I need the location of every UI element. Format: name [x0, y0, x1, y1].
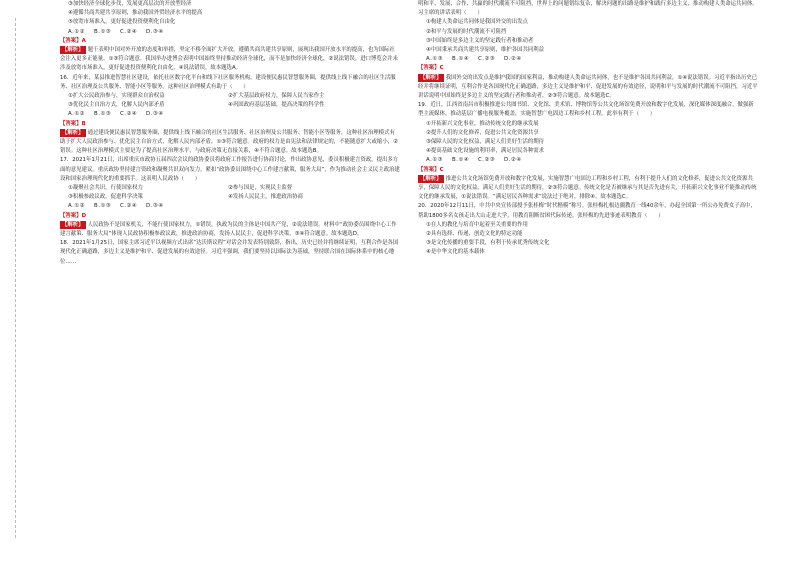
choice-option: C.②④	[120, 203, 138, 210]
question-stem: 明和平、发展、合作、共赢的时代潮流不可阻挡，世界上的问题错综复杂，解决问题的出路是维护和践行多边主义，推动构建人类命运共同体。习主席的讲话表明（ ）	[418, 1, 758, 17]
option-line: ②和平与发展的时代潮流不可阻挡	[426, 28, 507, 35]
option-line: ②具有选择、传递、创造文化的特定功能	[426, 231, 523, 238]
choice-row	[418, 55, 758, 64]
analysis-label: 【解析】	[420, 74, 442, 81]
option-line: ①开拓新兴文化事业，推动传统文化的继承发展	[426, 120, 539, 127]
option-line: ③保障人民的文化权益，满足人们美好生活的期待	[426, 139, 545, 146]
option-line: ③是文化传播的重要手段，有利于传承优秀传统文化	[426, 240, 550, 247]
analysis-label: 【解析】	[420, 175, 442, 182]
analysis-paragraph	[418, 74, 758, 102]
choice-option: A.①②	[68, 111, 85, 118]
choice-option: C.②④	[120, 111, 138, 118]
answer-label: 【答案】	[60, 120, 82, 127]
analysis-text: 通过建设便民惠民智慧服务圈，提供线上线下融合的社区生活服务、社区治理及公共服务、智能小区等服务，这种社区治理模式有助于扩大人民政治参与、优化民主自治方式，化解人民内部矛盾，①③符合题意。政府的权力是由宪法和法律规定的，不能随意扩大或缩小，②错误。这种社区治理模式主要是为了提高社区治理水平，与政府决策无直接关系，④不符合题意。故本题选B。	[60, 129, 398, 155]
analysis-text: 我国外交的出发点是维护我国的国家利益，推动构建人类命运共同体，也不是维护各国共同利益，①④说法错误。习近平指出历史已经并将继续证明，互利合作是各国现代化正确道路，多边主义是维护和平、促进发展的有效途径，说明和平与发展的时代潮流不可阻挡，习近平讲话说明中国始终是多边主义的坚定践行者和推动者，②③符合题意。故本题选C。	[418, 74, 758, 100]
choice-option: D.②④	[504, 56, 522, 63]
analysis-label: 【解析】	[62, 129, 84, 136]
answer-value: B	[81, 120, 86, 127]
question-stem: 20．2020年12月11日，中共中央宣传部授予张桂梅“时代楷模”称号。张桂梅扎根边疆教育一线40余年，办起全国第一所公办免费女子高中，帮助1800多名女孩走出大山走进大学，用教育阻断贫困代际传递。张桂梅的先进事迹表明教育（ ）	[418, 203, 756, 219]
option-line: ②参与国是，实现民主监督	[228, 185, 293, 192]
question-stem: 18．2021年1月25日，国家主席习近平以视频方式出席“达沃斯议程”对话会并发表特别致辞，指出，历史已经并将继续证明，互利合作是各国现代化正确道路，多边主义是维护和平、促进发展的有效途径。习近平强调，我们要坚持以国际法为基础，坚持联合国在国际体系中的核心地位……	[60, 240, 399, 265]
analysis-text: 推进公共文化场馆免费开放和数字化发展，实施智慧广电固边工程和乡村工程，有利于提升人们的文化修养，促进公共文化资源共享，保障人民的文化权益，满足人们美好生活的期待，②③符合题意。传统文化是否被继承与其是否先进有关，开拓新兴文化事业不能推动传统文化的继承发展，①说法错误。“满足居民各种需求”说法过于绝对，排除④。故本题选C。	[418, 175, 757, 201]
option-line: ①在人的教化与培育中起着至关重要的作用	[426, 221, 528, 228]
choice-option: A.①③	[426, 56, 443, 63]
choice-option: D.②④	[504, 157, 522, 164]
option-line: ①构建人类命运共同体是我国外交的出发点	[426, 19, 528, 26]
option-line: ①扩大公民政治参与，实现群众自治权益	[68, 93, 165, 100]
choice-option: B.①③	[94, 28, 112, 35]
option-line: ②扩大基层政府权力，保障人民当家作主	[228, 93, 325, 100]
choice-option: B.①④	[452, 157, 470, 164]
option-pair	[60, 184, 400, 193]
choice-row	[60, 110, 400, 119]
option-pair	[60, 101, 400, 110]
answer-line	[418, 166, 758, 175]
answer-label: 【答案】	[418, 65, 440, 72]
choice-row	[418, 156, 758, 165]
choice-option: D.③④	[146, 203, 164, 210]
answer-value: D	[81, 212, 87, 219]
choice-option: B.①③	[94, 203, 112, 210]
option-line: ④中国秉承共商共建共享原则，维护各国共同利益	[426, 47, 545, 54]
right-column	[418, 0, 758, 258]
analysis-paragraph	[60, 221, 400, 239]
option-line: ④提高基础文化设施的利用率，满足居民各种需求	[426, 148, 545, 155]
analysis-label: 【解析】	[62, 221, 84, 228]
answer-label: 【答案】	[60, 212, 82, 219]
choice-option: B.①③	[94, 111, 112, 118]
option-line: ③加快经济全球化步伐，发展更高层次的开放型经济	[68, 1, 192, 7]
choice-row	[60, 202, 400, 211]
option-line: ④遵循共商共建共享原则，推动我国外贸经济水平的提高	[68, 10, 203, 17]
choice-option: C.②③	[478, 56, 496, 63]
analysis-text: 题干表明中国对外开放的态度和举措，坚定不移全面扩大开放，遵循共商共建共享原则，展现出我国开放水平的提高，也为国际社会注入更多正能量，①③符合题意。我国举办进博会表明中国始终坚持推动经济全球化，而不是加快经济全球化，②说法错误。进口博览会并未涉及放宽市场准入，更好促进投资便利化自由化，④说法错误。故本题选A。	[60, 47, 398, 72]
option-line: ⑤放宽市场准入，更好促进投资便利化自由化	[68, 19, 176, 26]
option-line: ④巩固政府基层基础，提高决策的科学性	[228, 102, 325, 109]
choice-row	[60, 28, 400, 37]
choice-option: A.①②	[68, 203, 85, 210]
answer-value: A	[81, 37, 86, 44]
binding-line	[8, 18, 16, 538]
choice-option: C.②④	[120, 28, 138, 35]
analysis-text: 人民政协不是国家机关，不能行使国家权力，①错误。执政为民的主体是中国共产党，②说法错误。材料中“政协委员围绕中心工作建言献策、服务大局”体现人民政协积极参政议政，推进政治协商，发扬人民民主，促进科学决策，③④符合题意。故本题选D。	[60, 221, 397, 238]
answer-label: 【答案】	[418, 166, 440, 173]
answer-line	[60, 120, 400, 129]
choice-option: A.①②	[68, 28, 85, 35]
analysis-paragraph	[60, 46, 400, 74]
choice-option: D.③④	[146, 28, 164, 35]
option-line: ①凝聚社会共识，行使国家权力	[68, 185, 143, 192]
option-pair	[60, 193, 400, 202]
answer-line	[60, 212, 400, 221]
option-line: ②提升人们的文化修养，促进公共文化资源共享	[426, 129, 539, 136]
answer-line	[60, 37, 400, 46]
question-stem: 16．近年来，某县推进智慧社区建设，依托社区数字化平台和线下社区服务机构，建设便民惠民智慧服务圈，提供线上线下融合的社区生活服务、社区治理及公共服务、智能小区等服务。这种社区治理模式有助于（ ）	[60, 74, 396, 90]
answer-value: C	[439, 65, 444, 72]
answer-line	[418, 64, 758, 73]
option-line: ③优化民主自治方式，化解人民内部矛盾	[68, 102, 165, 109]
choice-option: B.①④	[452, 56, 470, 63]
option-pair	[60, 92, 400, 101]
analysis-paragraph	[418, 175, 758, 203]
choice-option: D.③④	[146, 111, 164, 118]
option-line: ③积极参政议政，促进科学决策	[68, 194, 143, 201]
analysis-paragraph	[60, 129, 400, 157]
answer-label: 【答案】	[60, 37, 82, 44]
question-stem: 17．2021年1月21日，出席重庆市政协五届四次会议的政协委员将政府工作报告进行协商讨论，作出政协意见，委员积极建言资政，提出多方面的意见建议。重庆政协坚持建言资政和凝聚共识双向发力，紧扣“政协委员围绕中心工作建言献策，服务大局”，作为推动社会主义民主政治建设和国家治理现代化的重要抓手。这表明人民政协（ ）	[60, 157, 400, 182]
analysis-label: 【解析】	[62, 47, 84, 54]
left-column	[60, 0, 400, 267]
answer-value: C	[439, 166, 444, 173]
option-line: ④是中华文化的基本载体	[426, 249, 485, 256]
choice-option: A.①③	[426, 157, 443, 164]
question-stem: 19．近日，江西省南昌市积极推进公共图书馆、文化馆、美术馆、博物馆等公共文化场馆免费开放和数字化发展，深化媒体深度融合，做强新型主流媒体，推动基层广播电视服务覆盖，实施智慧广电固边工程和乡村工程。此举有利于（ ）	[418, 102, 754, 118]
choice-option: C.②③	[478, 157, 496, 164]
option-line: ④发扬人民民主，推进政治协商	[228, 194, 303, 201]
option-line: ③中国始终是多边主义的坚定践行者和推动者	[426, 37, 534, 44]
